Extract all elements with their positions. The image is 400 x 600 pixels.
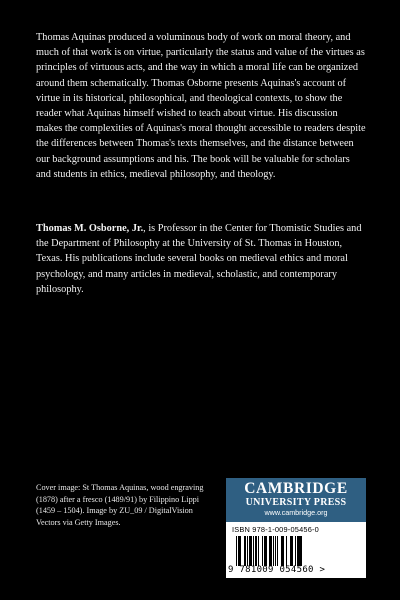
author-name: Thomas M. Osborne, Jr. (36, 223, 144, 234)
barcode-digits: 9 781009 054560 > (228, 565, 326, 575)
isbn-label: ISBN 978-1-009-05456-0 (232, 525, 319, 534)
book-description: Thomas Aquinas produced a voluminous body of work on moral theory, and much of that work is on virtue, particularly the status and value of the virtues as principles of virtuous acts, and the way in which a moral life can be organized around them schematically. Thomas Osborne presents Aquinas's account of virtue in its historical, philosophical, and theological contexts, to show the reader what Aquinas himself wished to teach about virtue. His discussion makes the complexities of Aquinas's moral thought accessible to readers despite the differences between Thomas's texts themselves, and the distance between our background assumptions and his. The book will be valuable for scholars and students in ethics, medieval philosophy, and theology. (36, 32, 366, 180)
publisher-name-line1: CAMBRIDGE (244, 480, 348, 497)
publisher-url: www.cambridge.org (264, 508, 328, 517)
author-bio (36, 221, 366, 297)
barcode-icon (236, 536, 358, 566)
author-bio-text: , is Professor in the Center for Thomistic Studies and the Department of Philosophy at the University of St. Thomas in Houston, Texas. His publications include several books on medieval ethics and moral psychology, and many articles in medieval, scholastic, and contemporary philosophy. (36, 223, 362, 295)
publisher-barcode-box (226, 478, 366, 578)
publisher-logo (226, 478, 366, 522)
cover-image-credit: Cover image: St Thomas Aquinas, wood engraving (1878) after a fresco (1489/91) by Filippino Lippi (1459 – 1504). Image by ZU_09 / DigitalVision Vectors via Getty Images. (36, 483, 204, 527)
publisher-name-line2: UNIVERSITY PRESS (245, 497, 347, 508)
